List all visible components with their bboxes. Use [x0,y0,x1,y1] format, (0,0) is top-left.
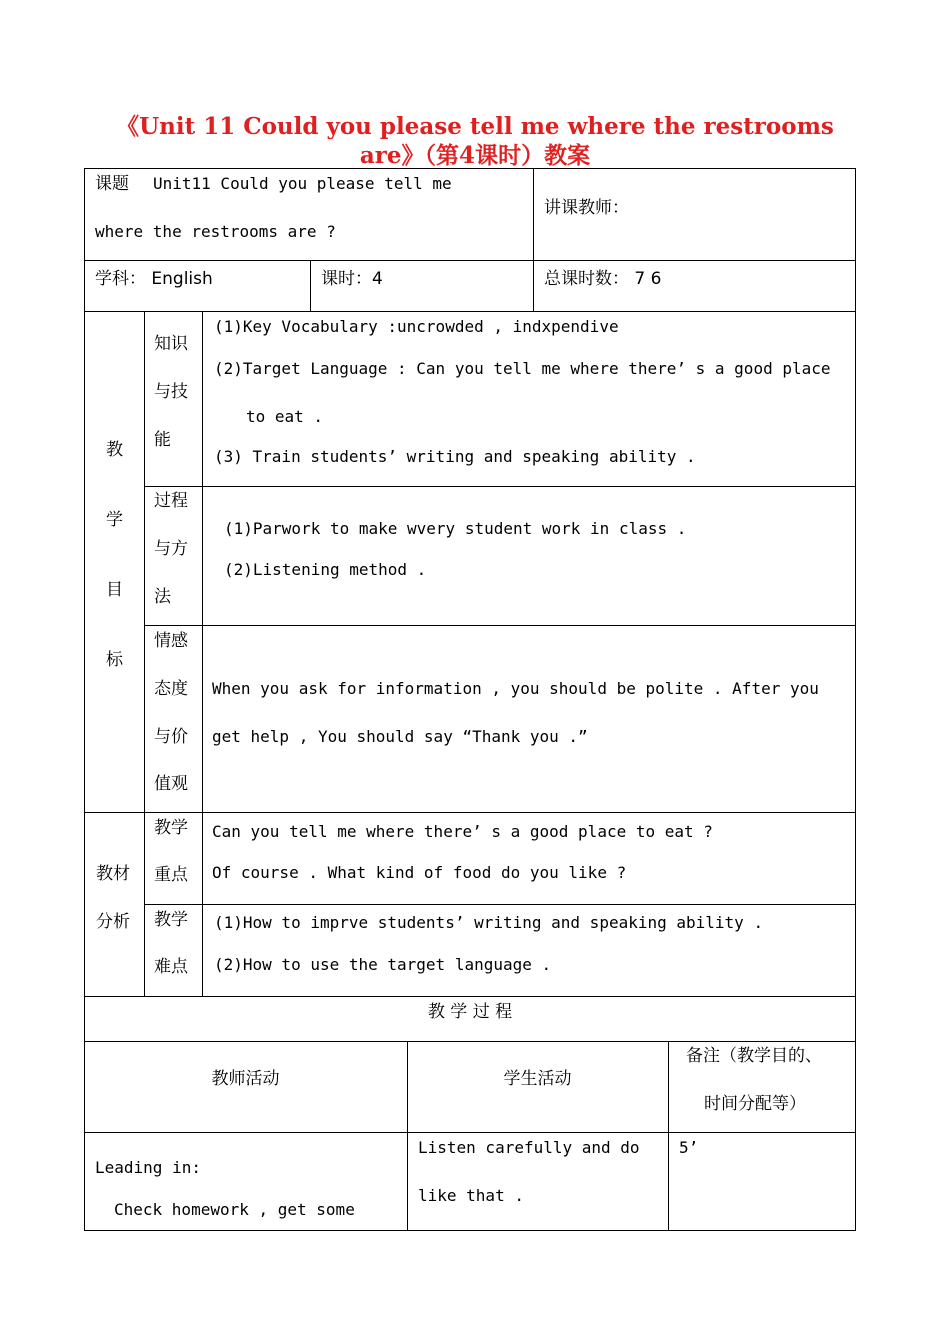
total-periods-field: 总课时数： 7 6 [544,269,662,289]
knowledge-label: 与技 [154,382,188,402]
teacher-activity-line: Leading in: [95,1158,201,1177]
emotion-line: When you ask for information , you should be polite . After you [212,679,819,698]
emotion-label: 情感 [154,631,188,651]
analysis-label: 教材 [96,864,130,884]
key-points-label: 教学 [154,818,188,838]
student-activity-line: like that . [418,1186,524,1205]
document-title-line2: are》（第4课时）教案 [359,142,591,169]
process-label: 过程 [154,491,188,511]
objectives-label-char: 学 [106,510,123,530]
row-divider [144,486,856,487]
col-divider [668,1041,669,1231]
difficult-points-line: (1)How to imprve students’ writing and speaking ability . [214,913,764,932]
knowledge-line: (2)Target Language : Can you tell me where there’ s a good place [214,359,831,378]
key-points-line: Can you tell me where there’ s a good place to eat ? [212,822,713,841]
teacher-label: 讲课教师： [544,198,629,218]
row-divider [84,1041,856,1042]
student-activity-header: 学生活动 [503,1069,572,1089]
topic-label: 课题 [95,174,129,194]
objectives-label-char: 标 [106,650,123,670]
teacher-activity-line: Check homework , get some [114,1200,355,1219]
topic-text-line2: where the restrooms are ? [95,222,336,241]
period-field: 课时：4 [321,269,383,289]
process-line: (1)Parwork to make wvery student work in class . [224,519,687,538]
objectives-label-char: 教 [106,440,123,460]
row-divider [84,311,856,312]
col-divider [310,260,311,311]
process-line: (2)Listening method . [224,560,427,579]
topic-text-line1: Unit11 Could you please tell me [153,174,452,193]
time-allocation: 5’ [679,1138,699,1157]
row-divider [84,260,856,261]
col-divider [144,311,145,996]
difficult-points-line: (2)How to use the target language . [214,955,552,974]
notes-header-line1: 备注（教学目的、 [686,1046,822,1066]
notes-header-line2: 时间分配等） [704,1094,806,1114]
difficult-points-label: 难点 [154,957,188,977]
key-points-label: 重点 [154,865,188,885]
row-divider [84,812,856,813]
col-divider [533,168,534,311]
document-title-line1: 《Unit 11 Could you please tell me where the restrooms [116,113,834,140]
row-divider [144,625,856,626]
teacher-activity-header: 教师活动 [211,1069,280,1089]
col-divider [202,311,203,996]
knowledge-label: 能 [154,430,171,450]
key-points-line: Of course . What kind of food do you like ? [212,863,627,882]
process-label: 与方 [154,539,188,559]
knowledge-line: to eat . [246,407,324,426]
row-divider [84,1132,856,1133]
subject-field: 学科： English [95,269,213,289]
emotion-label: 态度 [154,679,188,699]
row-divider [144,904,856,905]
process-section-title: 教 学 过 程 [427,1002,513,1022]
knowledge-line: (1)Key Vocabulary :uncrowded , indxpendive [214,317,619,336]
process-label: 法 [154,587,171,607]
emotion-label: 与价 [154,727,188,747]
knowledge-line: (3) Train students’ writing and speaking ability . [214,447,696,466]
emotion-line: get help , You should say “Thank you .” [212,727,588,746]
objectives-label-char: 目 [106,580,123,600]
row-divider [84,996,856,997]
knowledge-label: 知识 [154,334,188,354]
emotion-label: 值观 [154,774,188,794]
analysis-label: 分析 [96,912,130,932]
difficult-points-label: 教学 [154,910,188,930]
student-activity-line: Listen carefully and do [418,1138,640,1157]
